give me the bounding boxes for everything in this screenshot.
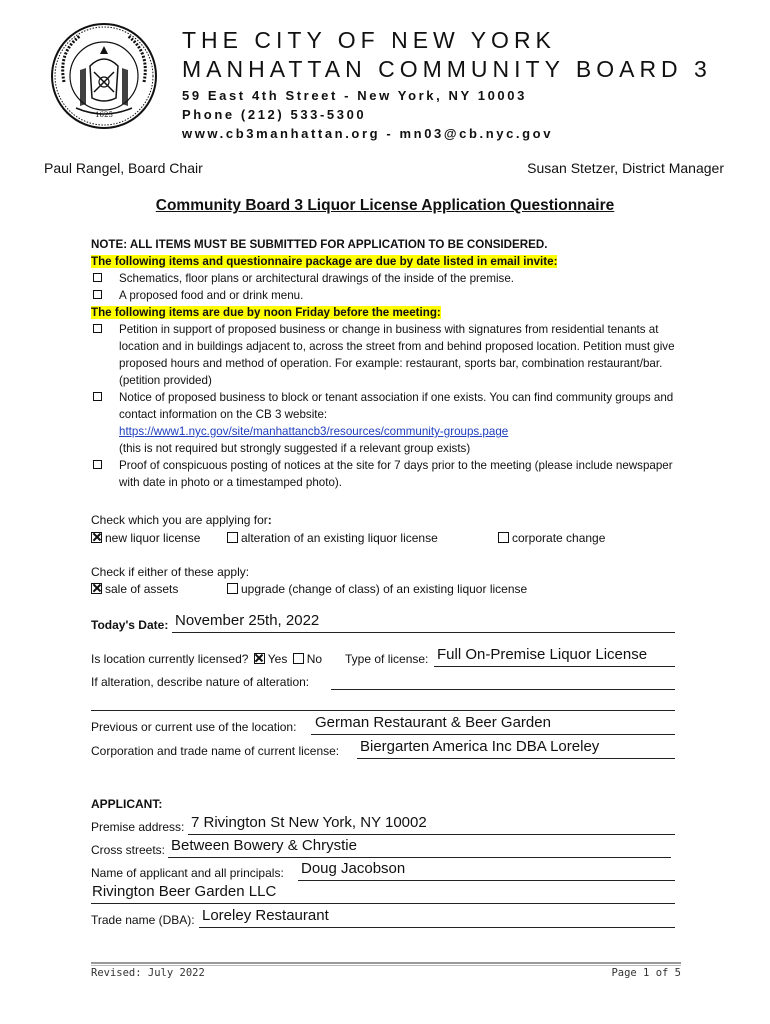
previous-use-label: Previous or current use of the location: xyxy=(91,720,297,734)
premise-label: Premise address: xyxy=(91,820,185,834)
requirements-section xyxy=(91,236,681,491)
premise-value: 7 Rivington St New York, NY 10002 xyxy=(191,814,427,831)
page-number: Page 1 of 5 xyxy=(611,967,681,979)
date-label: Today's Date: xyxy=(91,618,169,632)
board-name: MANHATTAN COMMUNITY BOARD 3 xyxy=(182,56,712,82)
licensed-question: Is location currently licensed? Yes No xyxy=(91,652,323,666)
corporation-field[interactable] xyxy=(357,758,675,759)
board-phone: Phone (212) 533-5300 xyxy=(182,107,367,122)
applicant-heading: APPLICANT: xyxy=(91,797,163,811)
license-type-value: Full On-Premise Liquor License xyxy=(437,646,648,663)
footer-rule xyxy=(91,962,681,964)
applying-prompt: Check which you are applying for: xyxy=(91,513,272,527)
district-manager: Susan Stetzer, District Manager xyxy=(527,160,724,176)
premise-field[interactable] xyxy=(188,834,675,835)
principals-value: Doug Jacobson xyxy=(301,860,406,877)
cross-streets-label: Cross streets: xyxy=(91,843,166,857)
previous-use-value: German Restaurant & Beer Garden xyxy=(315,714,551,731)
alteration-field-line2[interactable] xyxy=(91,710,675,711)
previous-use-field[interactable] xyxy=(311,734,675,735)
seal-year: 1625 xyxy=(95,111,113,119)
community-groups-link[interactable]: https://www1.nyc.gov/site/manhattancb3/resources/community-groups.page xyxy=(119,425,509,438)
revised-date: Revised: July 2022 xyxy=(91,967,205,979)
either-option-sale[interactable]: sale of assets xyxy=(91,582,178,596)
checkbox-sale-of-assets[interactable] xyxy=(91,583,102,594)
either-prompt: Check if either of these apply: xyxy=(91,565,250,579)
city-seal-icon xyxy=(50,22,158,130)
alteration-field[interactable] xyxy=(331,689,675,690)
city-name: THE CITY OF NEW YORK xyxy=(182,27,556,53)
dba-label: Trade name (DBA): xyxy=(91,913,195,927)
applying-option-corporate[interactable]: corporate change xyxy=(498,531,605,545)
friday-deadline-heading: The following items are due by noon Friday before the meeting: xyxy=(91,306,441,319)
checkbox-corporate-change[interactable] xyxy=(498,532,509,543)
license-type-label: Type of license: xyxy=(345,652,429,666)
footer-rule-thin xyxy=(91,965,681,966)
board-web-email: www.cb3manhattan.org - mn03@cb.nyc.gov xyxy=(182,126,554,141)
checklist-item-menu: A proposed food and or drink menu. xyxy=(91,287,681,304)
cross-streets-value: Between Bowery & Chrystie xyxy=(171,837,357,854)
board-address: 59 East 4th Street - New York, NY 10003 xyxy=(182,88,527,103)
principals-field-line2[interactable] xyxy=(91,903,675,904)
principals-value-line2: Rivington Beer Garden LLC xyxy=(92,883,277,900)
checklist-item-notice: Notice of proposed business to block or tenant association if one exists. You can find community groups and contact information on the CB 3 website: https://www1.nyc.gov/site/manhattancb3/resources/community-groups.page (this is not required but strongly suggested if a relevant group exists) xyxy=(91,389,681,457)
alteration-label: If alteration, describe nature of alteration: xyxy=(91,675,310,689)
checklist-item-petition: Petition in support of proposed business or change in business with signatures from residential tenants at location and in buildings adjacent to, across the street from and behind proposed location. Petition must give proposed hours and method of operation. For example: restaurant, sports bar, combination restaurant/bar. (petition provided) xyxy=(91,321,681,389)
page-title: Community Board 3 Liquor License Application Questionnaire xyxy=(155,197,615,214)
checklist-item-schematics: Schematics, floor plans or architectural drawings of the inside of the premise. xyxy=(91,270,681,287)
letterhead xyxy=(182,26,712,143)
date-field[interactable] xyxy=(172,632,675,633)
checkbox-licensed-yes[interactable] xyxy=(254,653,265,664)
principals-field[interactable] xyxy=(298,880,675,881)
license-type-field[interactable] xyxy=(434,666,675,667)
principals-label: Name of applicant and all principals: xyxy=(91,866,284,880)
checkbox-licensed-no[interactable] xyxy=(293,653,304,664)
corporation-label: Corporation and trade name of current license: xyxy=(91,744,340,758)
applying-option-alteration[interactable]: alteration of an existing liquor license xyxy=(227,531,438,545)
date-value: November 25th, 2022 xyxy=(175,612,320,629)
email-deadline-heading: The following items and questionnaire package are due by date listed in email invite: xyxy=(91,255,558,268)
checklist-item-proof: Proof of conspicuous posting of notices at the site for 7 days prior to the meeting (please include newspaper with date in photo or a timestamped photo). xyxy=(91,457,681,491)
checkbox-icon[interactable] xyxy=(93,273,102,282)
corporation-value: Biergarten America Inc DBA Loreley xyxy=(360,738,600,755)
checkbox-new-license[interactable] xyxy=(91,532,102,543)
submission-note: NOTE: ALL ITEMS MUST BE SUBMITTED FOR APPLICATION TO BE CONSIDERED. xyxy=(91,238,548,251)
checkbox-icon[interactable] xyxy=(93,460,102,469)
dba-field[interactable] xyxy=(199,927,675,928)
checkbox-alteration[interactable] xyxy=(227,532,238,543)
either-option-upgrade[interactable]: upgrade (change of class) of an existing liquor license xyxy=(227,582,527,596)
dba-value: Loreley Restaurant xyxy=(202,907,329,924)
board-chair: Paul Rangel, Board Chair xyxy=(44,160,203,176)
checkbox-icon[interactable] xyxy=(93,290,102,299)
applying-option-new[interactable]: new liquor license xyxy=(91,531,200,545)
checkbox-upgrade[interactable] xyxy=(227,583,238,594)
checkbox-icon[interactable] xyxy=(93,324,102,333)
cross-streets-field[interactable] xyxy=(168,857,671,858)
checkbox-icon[interactable] xyxy=(93,392,102,401)
